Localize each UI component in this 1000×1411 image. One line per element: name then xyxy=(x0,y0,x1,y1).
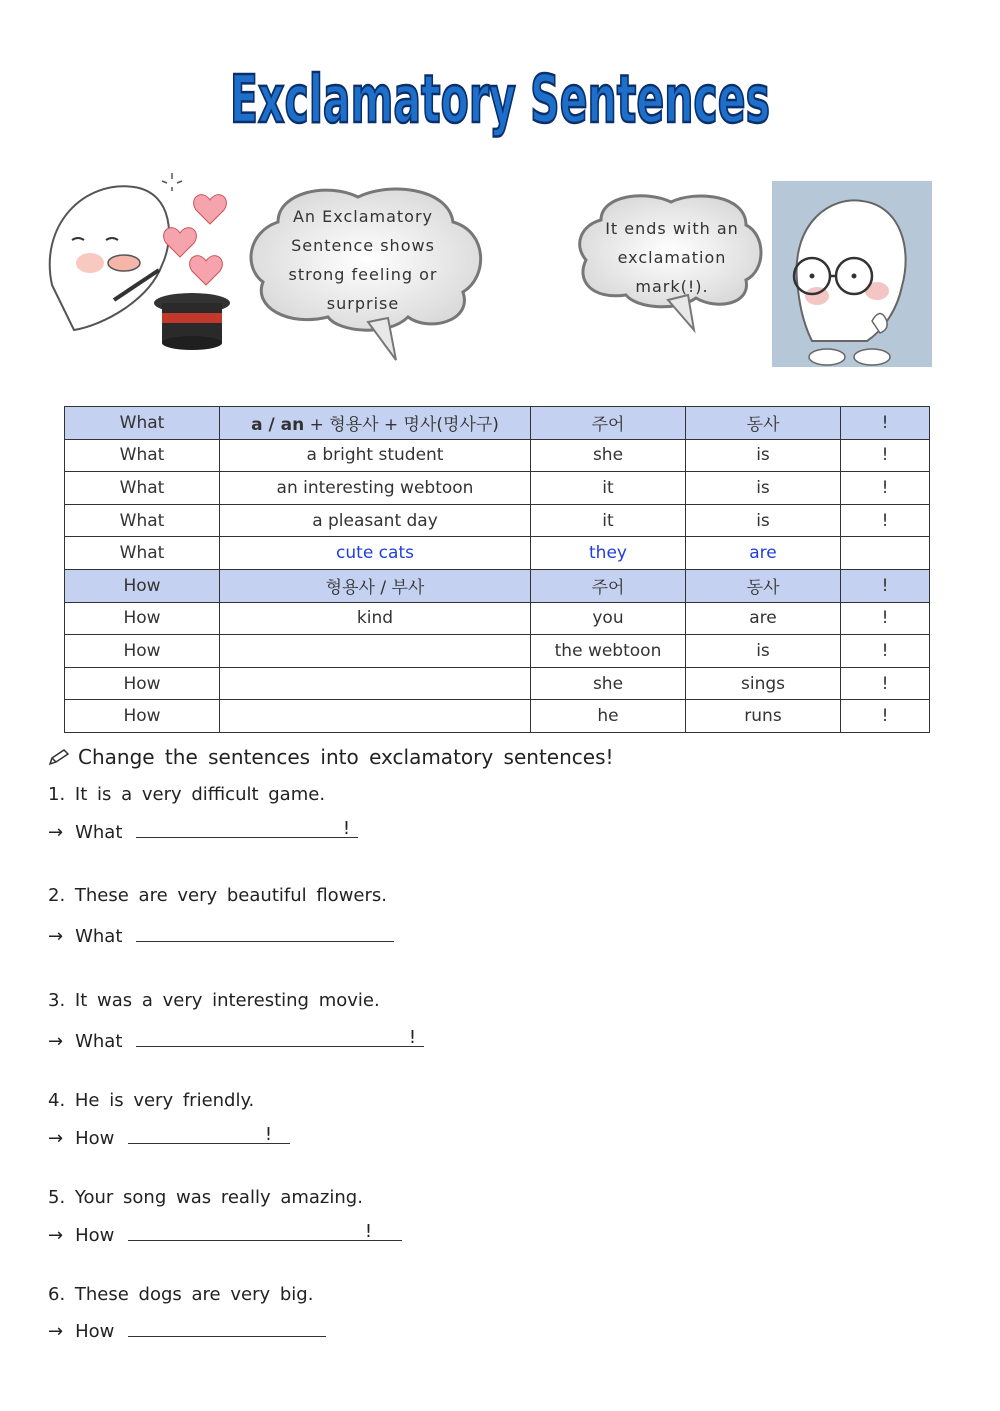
exclamation-mark: ! xyxy=(264,1124,273,1145)
answer-start: What xyxy=(75,926,123,947)
answer-line-1 xyxy=(48,817,358,843)
answer-start: How xyxy=(75,1225,115,1246)
answer-line-6 xyxy=(48,1316,326,1342)
table-cell: he xyxy=(531,700,686,733)
instruction-text: Change the sentences into exclamatory sentences! xyxy=(78,745,614,769)
table-row-how-header xyxy=(65,569,930,602)
answer-blank[interactable] xyxy=(128,1220,402,1241)
question-prompt-5: 5. Your song was really amazing. xyxy=(48,1187,363,1208)
table-cell: a bright student xyxy=(220,439,531,472)
answer-start: What xyxy=(75,1031,123,1052)
bubble-left-line-4: surprise xyxy=(326,294,400,313)
magician-character-illustration xyxy=(44,165,244,359)
table-cell[interactable] xyxy=(220,700,531,733)
pencil-icon xyxy=(48,747,70,771)
answer-line-5 xyxy=(48,1220,402,1246)
answer-blank[interactable] xyxy=(136,1026,424,1047)
table-row xyxy=(65,667,930,700)
pattern-label: + 형용사 + 명사(명사구) xyxy=(309,415,499,436)
table-cell: 주어 xyxy=(531,407,686,440)
speech-bubble-right xyxy=(576,190,766,339)
svg-text:Exclamatory Sentences: Exclamatory Sentences xyxy=(230,61,770,138)
table-cell: a pleasant day xyxy=(220,504,531,537)
answer-line-2 xyxy=(48,921,394,947)
table-cell: sings xyxy=(686,667,841,700)
table-cell: are xyxy=(686,602,841,635)
table-cell: ! xyxy=(841,569,930,602)
table-cell: ! xyxy=(841,635,930,668)
bubble-right-line-1: It ends with an xyxy=(605,219,739,238)
question-prompt-2: 2. These are very beautiful flowers. xyxy=(48,885,387,906)
table-cell xyxy=(841,537,930,570)
answer-blank[interactable] xyxy=(136,817,358,838)
table-row-what-header xyxy=(65,407,930,440)
table-cell: What xyxy=(65,407,220,440)
table-cell[interactable] xyxy=(220,667,531,700)
question-prompt-3: 3. It was a very interesting movie. xyxy=(48,990,380,1011)
bubble-right-line-3: mark(!). xyxy=(635,277,709,296)
table-row xyxy=(65,472,930,505)
table-cell: How xyxy=(65,635,220,668)
answer-blank[interactable] xyxy=(128,1123,290,1144)
arrow-icon: → xyxy=(48,1225,64,1246)
table-cell: she xyxy=(531,439,686,472)
table-cell: 형용사 / 부사 xyxy=(220,569,531,602)
arrow-icon: → xyxy=(48,1031,64,1052)
table-cell: ! xyxy=(841,504,930,537)
table-cell: are xyxy=(686,537,841,570)
table-cell: it xyxy=(531,472,686,505)
table-row xyxy=(65,504,930,537)
table-row xyxy=(65,635,930,668)
table-cell: ! xyxy=(841,700,930,733)
table-cell: she xyxy=(531,667,686,700)
bubble-left-line-2: Sentence shows xyxy=(291,236,435,255)
table-cell: is xyxy=(686,635,841,668)
table-cell: ! xyxy=(841,602,930,635)
table-cell[interactable] xyxy=(220,635,531,668)
table-cell: How xyxy=(65,667,220,700)
arrow-icon: → xyxy=(48,1128,64,1149)
answer-blank[interactable] xyxy=(136,921,394,942)
arrow-icon: → xyxy=(48,1321,64,1342)
bubble-left-line-3: strong feeling or xyxy=(288,265,438,284)
table-row xyxy=(65,439,930,472)
question-prompt-4: 4. He is very friendly. xyxy=(48,1090,255,1111)
table-cell: runs xyxy=(686,700,841,733)
question-prompt-6: 6. These dogs are very big. xyxy=(48,1284,314,1305)
table-cell: ! xyxy=(841,472,930,505)
answer-blank[interactable] xyxy=(128,1316,326,1337)
table-cell: is xyxy=(686,504,841,537)
answer-start: How xyxy=(75,1321,115,1342)
bubble-left-line-1: An Exclamatory xyxy=(292,207,433,226)
table-cell: What xyxy=(65,472,220,505)
table-cell: How xyxy=(65,602,220,635)
table-cell: ! xyxy=(841,439,930,472)
heart-icon xyxy=(194,195,227,224)
exclamation-mark: ! xyxy=(342,818,351,839)
table-row xyxy=(65,700,930,733)
table-cell: the webtoon xyxy=(531,635,686,668)
answer-line-4 xyxy=(48,1123,290,1149)
table-cell: What xyxy=(65,439,220,472)
table-cell: they xyxy=(531,537,686,570)
table-row xyxy=(65,537,930,570)
page-title xyxy=(0,42,1000,152)
table-row xyxy=(65,602,930,635)
table-cell: 동사 xyxy=(686,569,841,602)
arrow-icon: → xyxy=(48,822,64,843)
table-cell: it xyxy=(531,504,686,537)
table-cell: ! xyxy=(841,407,930,440)
table-cell: ! xyxy=(841,667,930,700)
table-cell: How xyxy=(65,569,220,602)
answer-start: How xyxy=(75,1128,115,1149)
answer-start: What xyxy=(75,822,123,843)
exclamation-mark: ! xyxy=(364,1221,373,1242)
question-prompt-1: 1. It is a very difficult game. xyxy=(48,784,326,805)
exclamation-mark: ! xyxy=(408,1027,417,1048)
grammar-table xyxy=(64,406,930,733)
instruction xyxy=(48,745,614,771)
table-cell: How xyxy=(65,700,220,733)
article-label: a / an xyxy=(251,415,305,436)
bubble-right-line-2: exclamation xyxy=(617,248,727,267)
table-cell: What xyxy=(65,537,220,570)
table-cell xyxy=(220,407,531,440)
glasses-character-illustration xyxy=(772,181,932,371)
speech-bubble-left xyxy=(248,182,488,366)
arrow-icon: → xyxy=(48,926,64,947)
table-cell: kind xyxy=(220,602,531,635)
table-cell: is xyxy=(686,439,841,472)
table-cell: 동사 xyxy=(686,407,841,440)
table-cell: an interesting webtoon xyxy=(220,472,531,505)
table-cell: 주어 xyxy=(531,569,686,602)
table-cell: What xyxy=(65,504,220,537)
answer-line-3 xyxy=(48,1026,424,1052)
table-cell: you xyxy=(531,602,686,635)
table-cell: is xyxy=(686,472,841,505)
table-cell: cute cats xyxy=(220,537,531,570)
